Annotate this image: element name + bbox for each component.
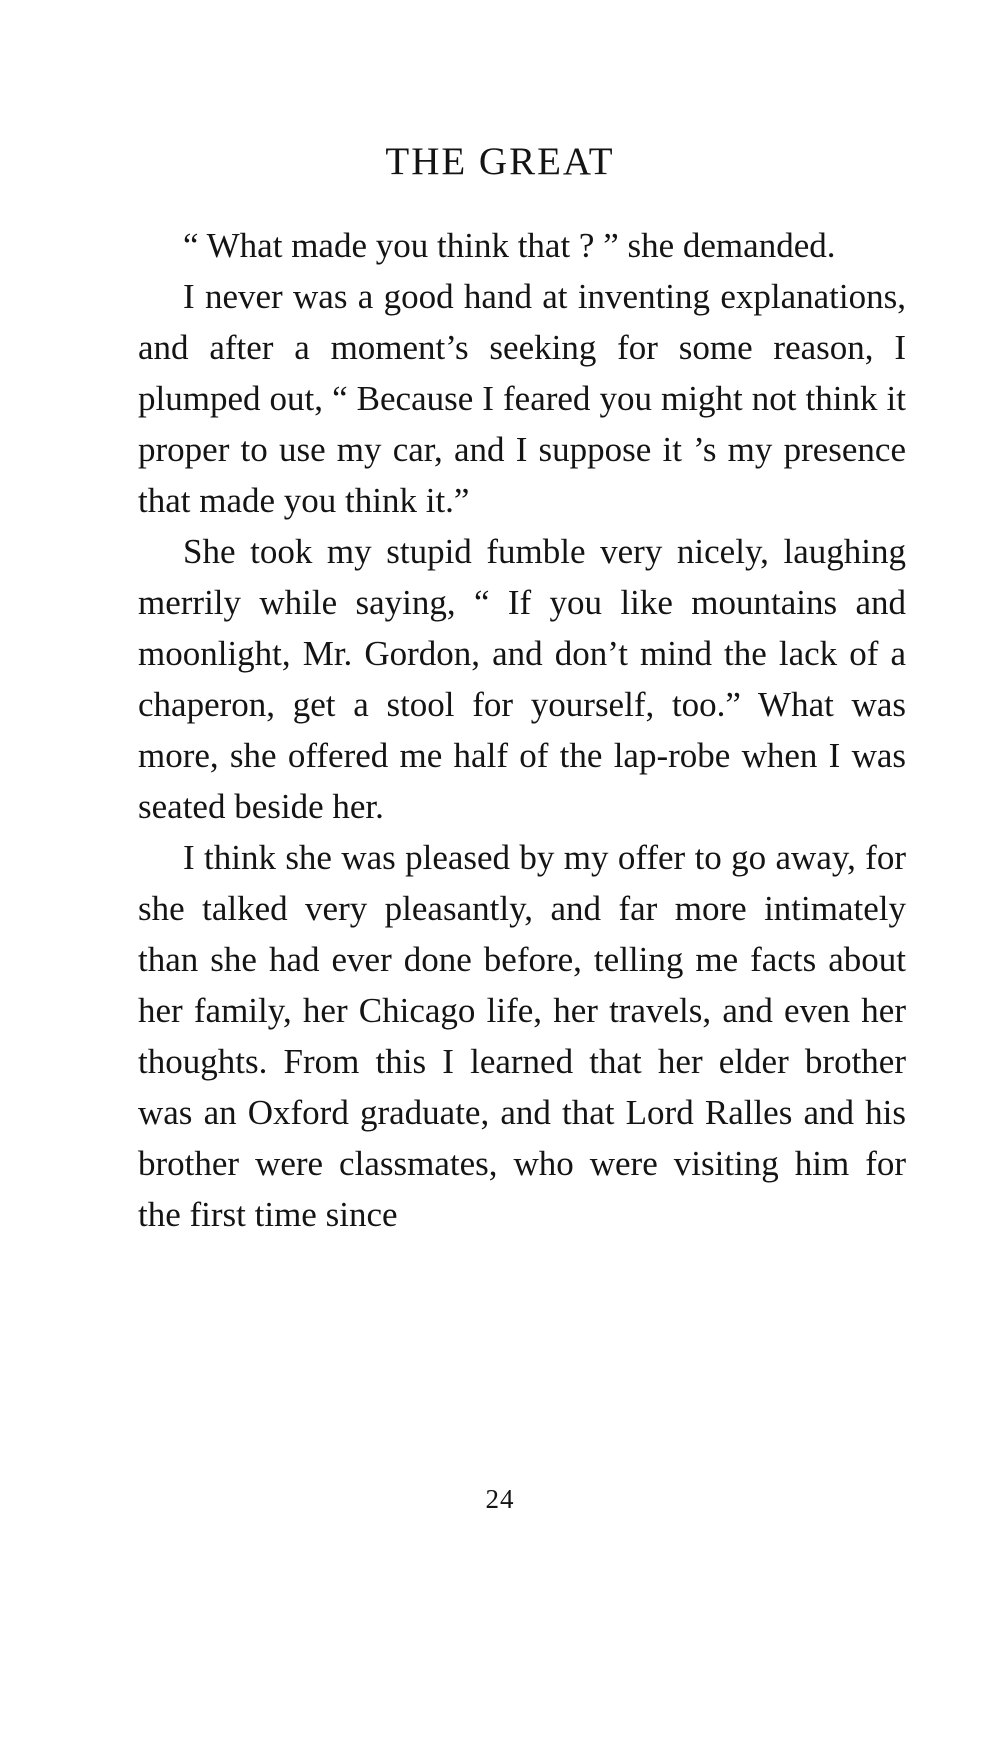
running-head: THE GREAT <box>385 140 615 183</box>
paragraph: “ What made you think that ? ” she demanded. <box>183 226 836 265</box>
paragraph: She took my stupid fumble very nicely, laughing merrily while saying, “ If you like mountains and moonlight, Mr. Gordon, and don’t mind the lack of a chaperon, get a stool for yourself, too.” What was more, she offered me half of the lap-robe when I was seated beside her. <box>138 532 906 826</box>
page-number: 24 <box>485 1484 515 1514</box>
paragraph: I never was a good hand at inventing explanations, and after a moment’s seeking for some reason, I plumped out, “ Because I feared you might not think it proper to use my car, and I suppose it ’s my presence that made you think it.” <box>138 277 906 520</box>
body-text <box>138 220 906 1240</box>
paragraph: I think she was pleased by my offer to go away, for she talked very pleasantly, and far more intimately than she had ever done before, telling me facts about her family, her Chicago life, her travels, and even her thoughts. From this I learned that her elder brother was an Oxford graduate, and that Lord Ralles and his brother were classmates, who were visiting him for the first time since <box>138 838 906 1234</box>
